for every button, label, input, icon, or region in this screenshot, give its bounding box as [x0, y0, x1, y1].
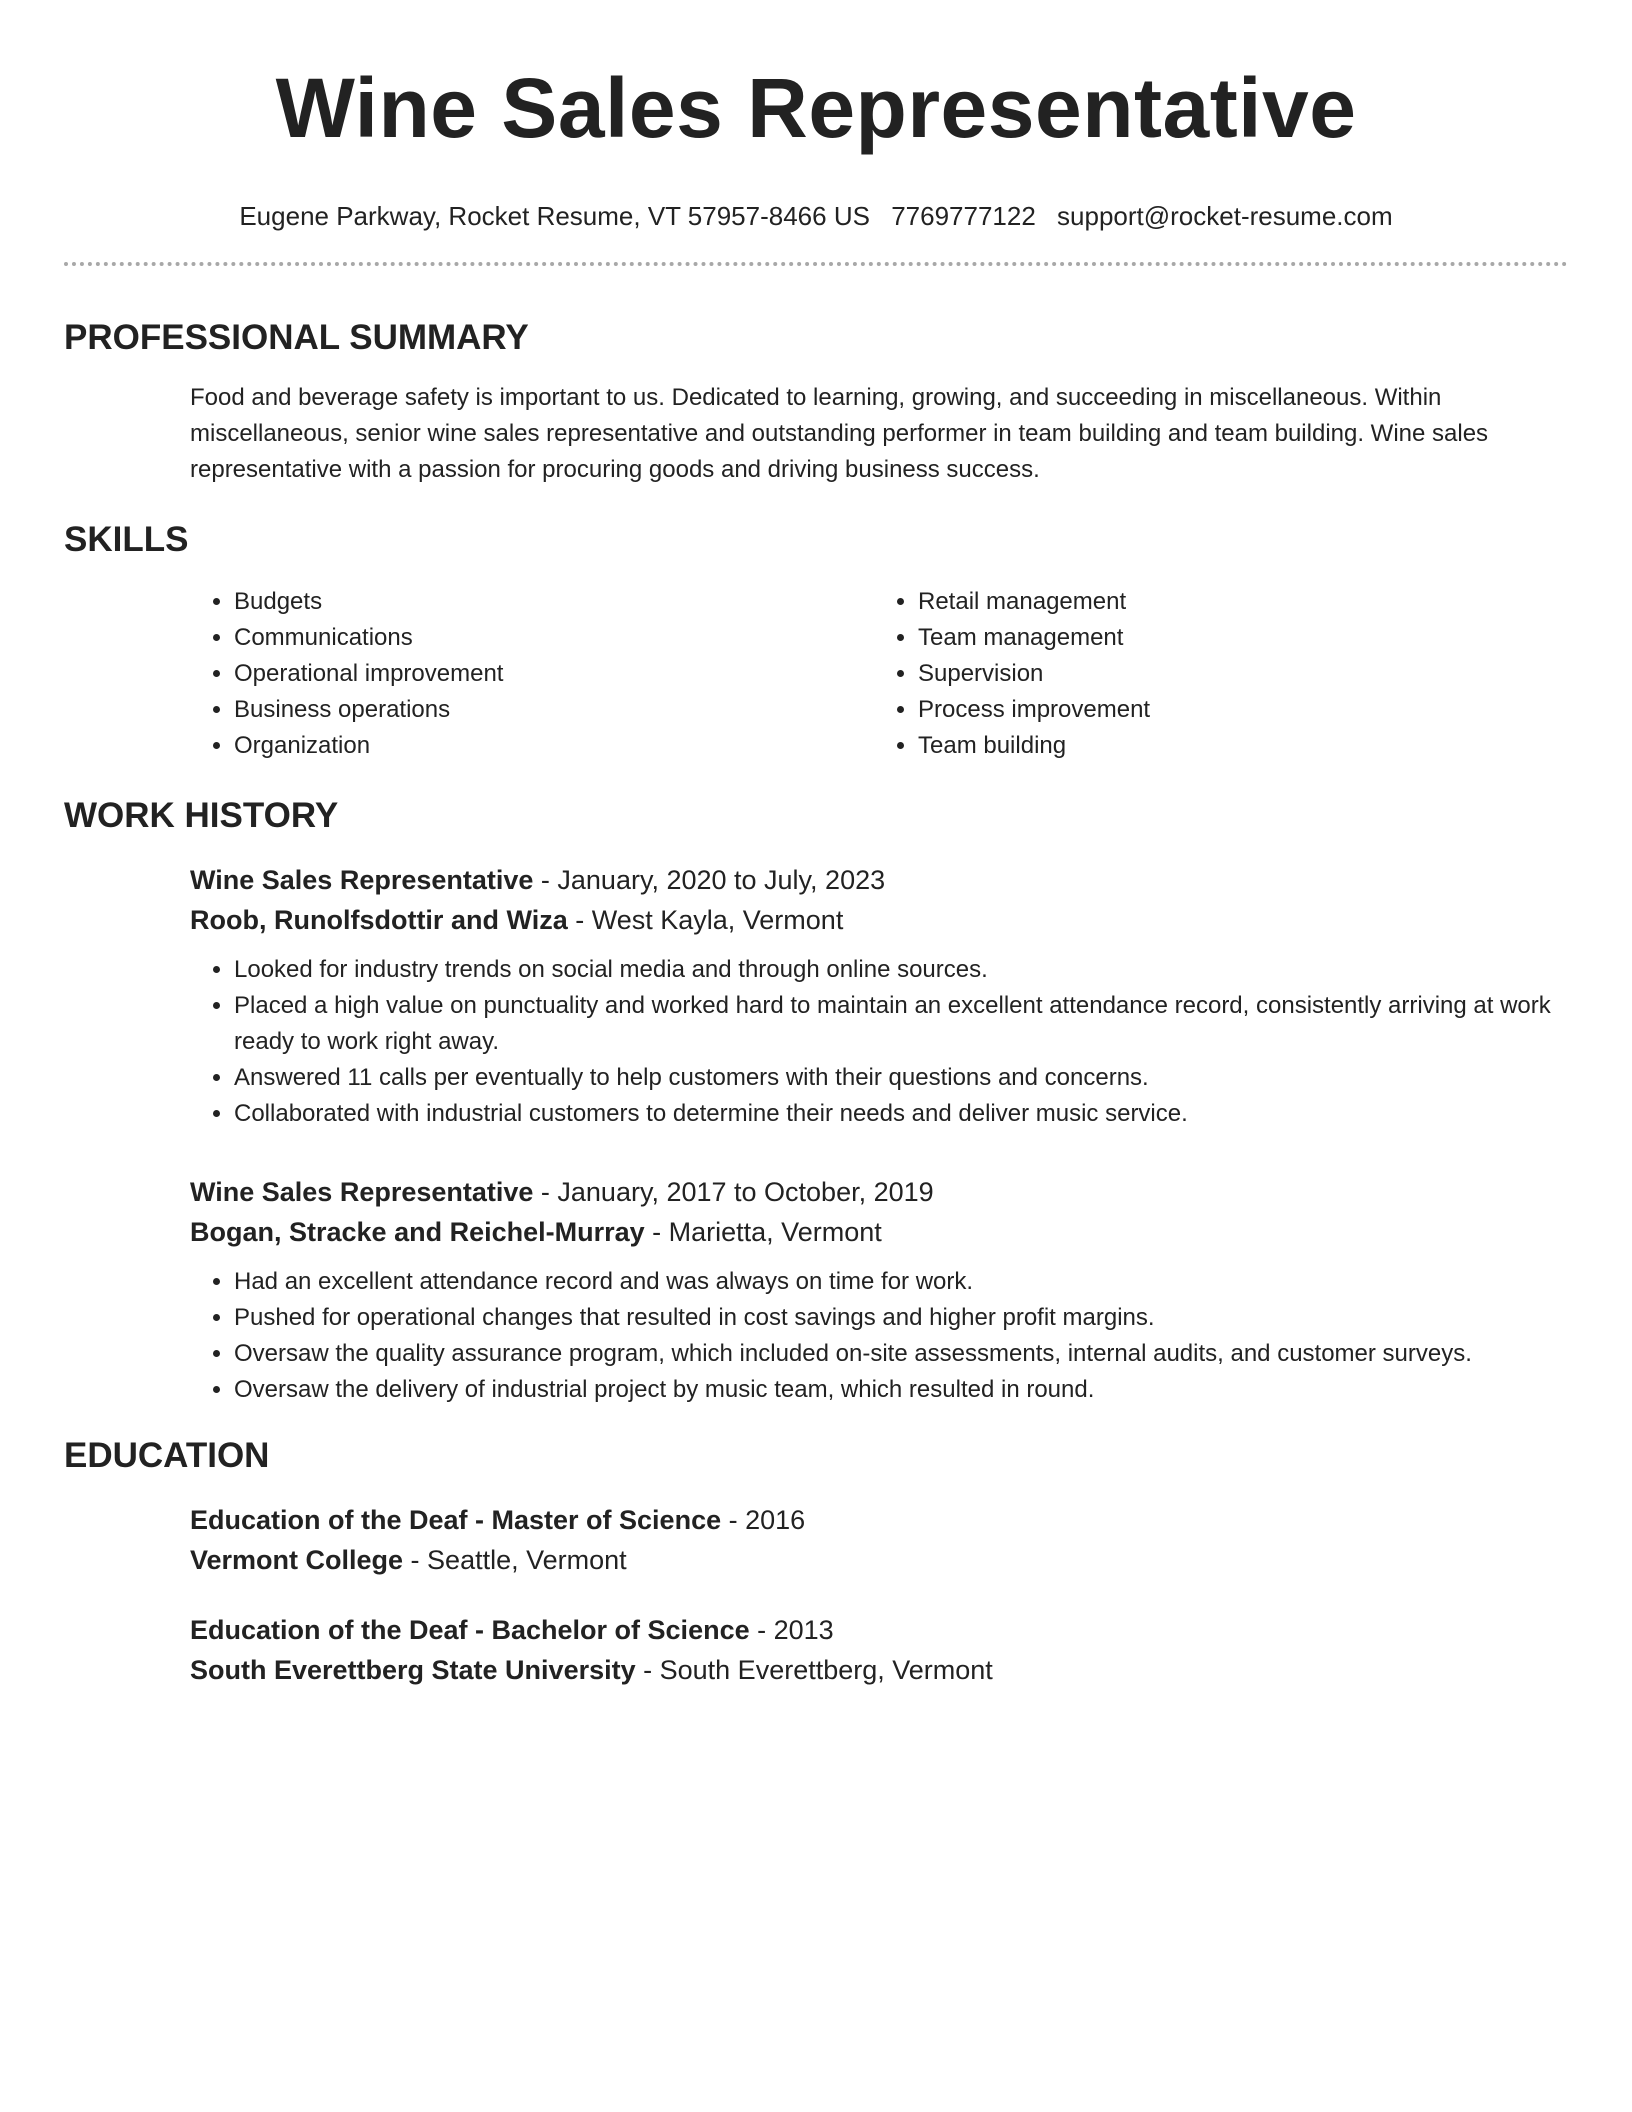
- contact-address: Eugene Parkway, Rocket Resume, VT 57957-8466 US: [239, 201, 870, 231]
- education-entry: [190, 1610, 1568, 1690]
- education-section: [64, 1434, 1568, 1690]
- header-divider: [64, 262, 1568, 266]
- education-year: - 2013: [749, 1615, 834, 1645]
- job-location: - Marietta, Vermont: [644, 1217, 882, 1247]
- job-bullet: • Oversaw the quality assurance program, which included on-site assessments, internal audits, and customer surveys.: [234, 1336, 1568, 1372]
- job-company-line: [190, 1212, 1568, 1252]
- job-dates: - January, 2017 to October, 2019: [533, 1177, 934, 1207]
- job-title-line: [190, 1172, 1568, 1212]
- job-company: Bogan, Stracke and Reichel-Murray: [190, 1217, 645, 1247]
- job-bullets: [190, 1264, 1568, 1408]
- skill-item: • Team management: [918, 620, 1558, 656]
- education-degree-line: [190, 1610, 1568, 1650]
- work-history-heading: WORK HISTORY: [64, 796, 339, 835]
- skills-heading: SKILLS: [64, 520, 189, 559]
- resume-title: Wine Sales Representative: [275, 61, 1357, 155]
- skill-item: • Team building: [918, 728, 1558, 764]
- job-entry: [190, 1172, 1568, 1408]
- skill-item: • Business operations: [234, 692, 874, 728]
- job-bullet: • Pushed for operational changes that resulted in cost savings and higher profit margins.: [234, 1300, 1568, 1336]
- job-company: Roob, Runolfsdottir and Wiza: [190, 905, 568, 935]
- education-location: - Seattle, Vermont: [403, 1545, 627, 1575]
- job-entry: [190, 860, 1568, 1132]
- education-heading: EDUCATION: [64, 1436, 270, 1475]
- job-bullet: • Placed a high value on punctuality and worked hard to maintain an excellent attendance record, consistently arriving at work ready to work right away.: [234, 988, 1568, 1060]
- education-degree: Education of the Deaf - Master of Science: [190, 1505, 722, 1535]
- skill-item: • Supervision: [918, 656, 1558, 692]
- education-entry: [190, 1500, 1568, 1580]
- education-school-line: [190, 1540, 1568, 1580]
- job-dates: - January, 2020 to July, 2023: [533, 865, 886, 895]
- summary-text: Food and beverage safety is important to us. Dedicated to learning, growing, and succeeding in miscellaneous. Within miscellaneous, senior wine sales representative and outstanding performer in team building and team building. Wine sales representative with a passion for procuring goods and driving business success.: [190, 384, 1489, 483]
- job-company-line: [190, 900, 1568, 940]
- work-history-section: [64, 794, 1568, 1408]
- job-bullet: • Looked for industry trends on social media and through online sources.: [234, 952, 1568, 988]
- skill-item: • Retail management: [918, 584, 1558, 620]
- skill-item: • Operational improvement: [234, 656, 874, 692]
- job-bullets: [190, 952, 1568, 1132]
- education-degree-line: [190, 1500, 1568, 1540]
- job-role: Wine Sales Representative: [190, 865, 534, 895]
- job-bullet: • Had an excellent attendance record and was always on time for work.: [234, 1264, 1568, 1300]
- contact-phone: 7769777122: [891, 201, 1036, 231]
- job-bullet: • Oversaw the delivery of industrial project by music team, which resulted in round.: [234, 1372, 1568, 1408]
- contact-email: support@rocket-resume.com: [1057, 201, 1393, 231]
- education-school-line: [190, 1650, 1568, 1690]
- education-year: - 2016: [721, 1505, 806, 1535]
- education-degree: Education of the Deaf - Bachelor of Science: [190, 1615, 750, 1645]
- job-role: Wine Sales Representative: [190, 1177, 534, 1207]
- skill-item: • Communications: [234, 620, 874, 656]
- skill-item: • Process improvement: [918, 692, 1558, 728]
- skills-list-left: [190, 584, 874, 764]
- education-location: - South Everettberg, Vermont: [635, 1655, 993, 1685]
- job-title-line: [190, 860, 1568, 900]
- skills-list-right: [874, 584, 1558, 764]
- skill-item: • Budgets: [234, 584, 874, 620]
- education-school: South Everettberg State University: [190, 1655, 636, 1685]
- job-location: - West Kayla, Vermont: [567, 905, 844, 935]
- education-school: Vermont College: [190, 1545, 404, 1575]
- job-bullet: • Collaborated with industrial customers to determine their needs and deliver music service.: [234, 1096, 1568, 1132]
- job-bullet: • Answered 11 calls per eventually to help customers with their questions and concerns.: [234, 1060, 1568, 1096]
- skills-section: [64, 518, 1568, 764]
- contact-line: [64, 200, 1568, 232]
- skill-item: • Organization: [234, 728, 874, 764]
- summary-heading: PROFESSIONAL SUMMARY: [64, 318, 529, 357]
- summary-section: [64, 316, 1568, 488]
